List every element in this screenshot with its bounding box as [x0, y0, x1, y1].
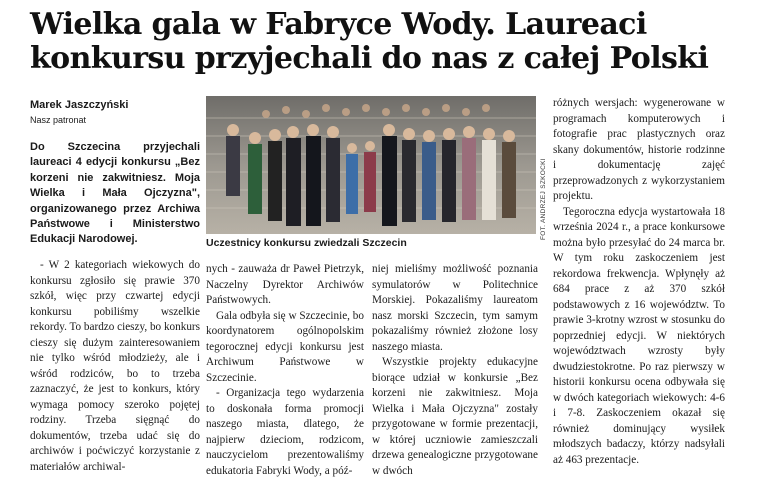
group-photo — [206, 96, 536, 234]
headline: Wielka gala w Fabryce Wody. Laureaci konkursu przyjechali do nas z całej Polski — [30, 7, 709, 76]
paragraph: Gala odbyła się w Szczecinie, bo koordynatorem ogólnopolskim tegorocznej edycji konkursu jest Archiwum Państwowe w Szczecinie. — [206, 309, 364, 384]
photo-credit: FOT. ANDRZEJ SZKOCKI — [540, 158, 547, 240]
paragraph: różnych wersjach: wygenerowane w programach komputerowych i fotografie prac plastycznych oraz skany dokumentów, historie rodzinne i dokumentację zajęć przeprowadzonych z wykorzystaniem projektu. — [553, 97, 725, 202]
group-photo-illustration — [206, 96, 536, 234]
paragraph: Tegoroczna edycja wystartowała 18 września 2024 r., a prace konkursowe można było przesyłać do 24 marca br. W tym roku zaskoczeniem jest rekordowa frekwencja. Wpłynęły aż 684 prace z aż 370 szkół podstawowych z 16 województw. To prawie 3-krotny wzrost w stosunku do poprzedniej edycji. W niektórych województwach wzrosty były dwudziestokrotne. Po raz pierwszy w historii konkursu ocena odbywała się w dwóch kategoriach wiekowych: 4-6 i 7-8. Zaskoczeniem okazał się również dominujący wysiłek młodszych badaczy, którzy nadsyłali aż 463 prezentacje. — [553, 205, 725, 466]
lead-paragraph: Do Szczecina przyjechali laureaci 4 edycji konkursu „Bez korzeni nie zakwitniesz. Moja Wielka i Mała Ojczyzna", organizowanego przez Archiwa Państwowe i Ministerstwo Edukacji Narodowej. — [30, 141, 200, 246]
text-column-2 — [206, 262, 364, 479]
paragraph: niej mieliśmy możliwość poznania symulatorów w Politechnice Morskiej. Pokazaliśmy laureatom nasz morski Szczecin, tym samym pokazaliśmy również złożone losy naszego miasta. — [372, 263, 538, 353]
author-name: Marek Jaszczyński — [30, 99, 129, 111]
text-column-1 — [30, 258, 200, 475]
paragraph: - Organizacja tego wydarzenia to doskonała forma promocji naszego miasta, dlatego, że najpierw dzieciom, rodzicom, nauczycielom prezentowaliśmy edukatoria Fabryki Wody, a póź- — [206, 387, 364, 477]
paragraph: - W 2 kategoriach wiekowych do konkursu zgłosiło się prawie 370 szkół, więc przy czwartej edycji konkursu pobiliśmy wszelkie rekordy. To bardzo cieszy, bo konkurs cieszy się dużym zainteresowaniem nie tylko wśród młodzieży, ale i wśród rodziców, bo to trzeba zaznaczyć, że jest to konkurs, który wymaga pomocy szeroko pojętej rodziny. Trzeba sięgnąć do dokumentów, trzeba udać się do archiwów i poćwiczyć korzystanie z materiałów archiwal- — [30, 259, 200, 473]
text-column-3 — [372, 262, 538, 479]
patronage-label: Nasz patronat — [30, 115, 87, 125]
paragraph: nych - zauważa dr Paweł Pietrzyk, Naczelny Dyrektor Archiwów Państwowych. — [206, 263, 364, 306]
photo-caption: Uczestnicy konkursu zwiedzali Szczecin — [206, 237, 407, 249]
paragraph: Wszystkie projekty edukacyjne biorące udział w konkursie „Bez korzeni nie zakwitniesz. Moja Wielka i Mała Ojczyzna" zostały przygotowane w formie prezentacji, w której uczniowie zamieszczali drzewa genealogiczne przygotowane w dwóch — [372, 356, 538, 477]
text-column-4 — [553, 96, 725, 468]
byline — [30, 98, 200, 127]
